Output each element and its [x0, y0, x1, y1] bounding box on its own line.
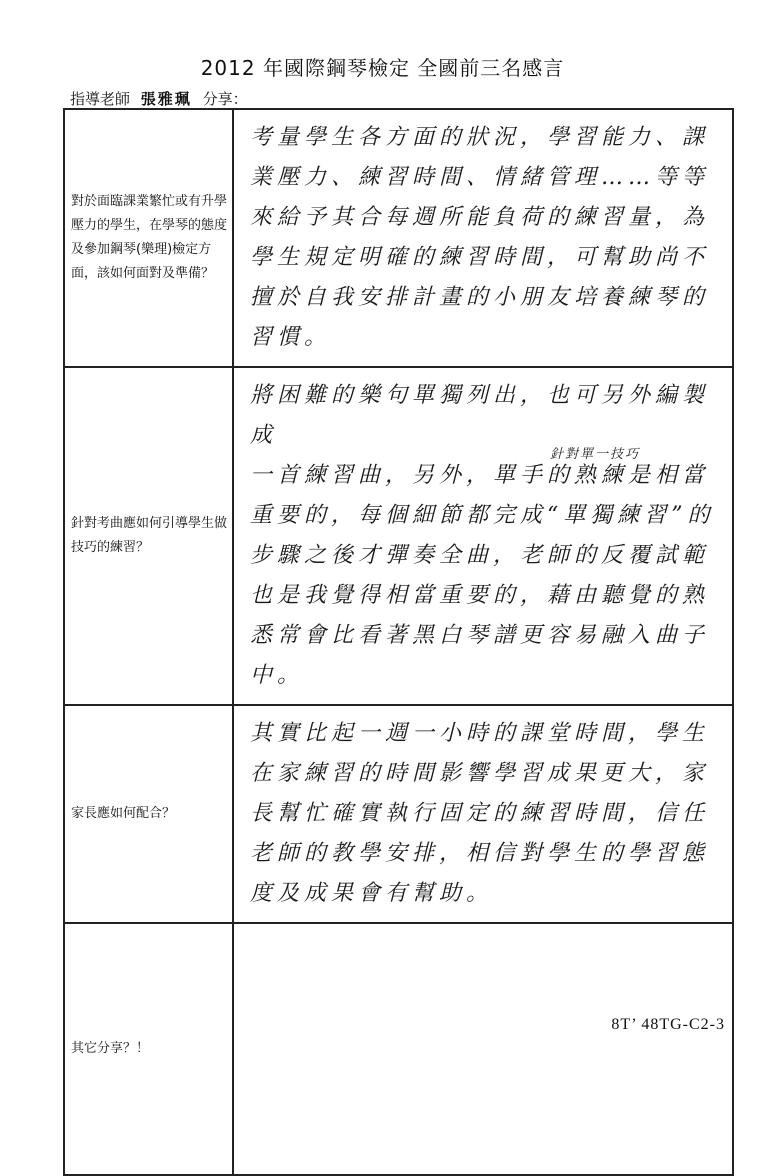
question-cell: 對於面臨課業繁忙或有升學壓力的學生，在學琴的態度及參加鋼琴(樂理)檢定方面，該如何面對及準備？: [64, 109, 233, 367]
teacher-prefix: 指導老師: [70, 90, 131, 108]
question-cell: 針對考曲應如何引導學生做技巧的練習？: [64, 367, 233, 705]
teacher-suffix: 分享：: [202, 90, 248, 108]
teacher-name: 張雅珮: [140, 90, 192, 108]
teacher-line: [70, 88, 248, 109]
handwritten-note: 針對單一技巧: [550, 447, 641, 462]
page-title: 2012 年國際鋼琴檢定 全國前三名感言: [200, 56, 565, 80]
footer-code: 8T’ 48TG-C2-3: [611, 1016, 725, 1033]
table-row: [64, 109, 733, 367]
table-row: [64, 705, 733, 923]
answer-cell: 其實比起一週一小時的課堂時間，學生在家練習的時間影響學習成果更大，家長幫忙確實執行固定的練習時間，信任老師的教學安排，相信對學生的學習態度及成果會有幫助。: [233, 705, 733, 923]
answer-cell: [233, 367, 733, 705]
answer-cell: [233, 923, 733, 1175]
question-cell: 家長應如何配合？: [64, 705, 233, 923]
question-cell: 其它分享？！: [64, 923, 233, 1175]
answer-cell: 考量學生各方面的狀況，學習能力、課業壓力、練習時間、情緒管理……等等 來給予其合每週所能負荷的練習量，為學生規定明確的練習時間，可幫助尚不擅於自我安排計畫的小朋友培養練琴的習慣。: [233, 109, 733, 367]
answer-line: 將困難的樂句單獨列出，也可另外編製成: [250, 383, 710, 448]
answer-text: 一首練習曲，另外，單手的熟練是相當重要的，每個細節都完成“單獨練習”的步驟之後才彈奏全曲，老師的反覆試範也是我覺得相當重要的，藉由聽覺的熟悉常會比看著黑白琴譜更容易融入曲子中。: [250, 463, 715, 688]
table-row: [64, 367, 733, 705]
table-row: [64, 923, 733, 1175]
